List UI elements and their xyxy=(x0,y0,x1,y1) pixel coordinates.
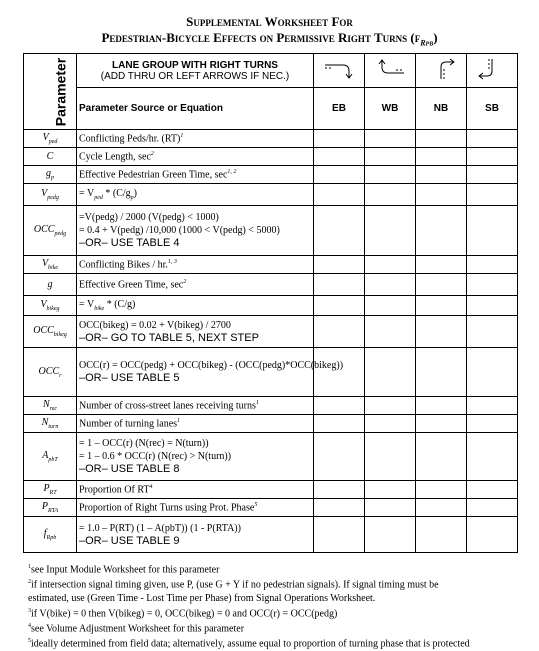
table-row xyxy=(24,296,518,316)
nb-value-input[interactable] xyxy=(416,481,467,499)
table-row xyxy=(24,166,518,184)
eb-value-input[interactable] xyxy=(314,296,365,316)
nb-header: NB xyxy=(416,88,467,130)
eb-value-input[interactable] xyxy=(314,397,365,415)
equation-cell: = $V_{ped} * (C/g_p)$ xyxy=(77,184,314,206)
eb-header: EB xyxy=(314,88,365,130)
table-row xyxy=(24,348,518,397)
param-cell: g xyxy=(24,274,77,296)
equation-cell: = 1 – OCC(r) (N(rec) = N(turn)) = 1 – 0.6 * OCC(r) (N(rec) > N(turn)) –OR– USE TABLE 8 xyxy=(77,433,314,481)
worksheet-title-line1: Supplemental Worksheet For xyxy=(186,14,353,29)
equation-cell: =V(pedg) / 2000 (V(pedg) < 1000) = 0.4 + V(pedg) /10,000 (1000 < V(pedg) < 5000) –OR– USE TABLE 4 xyxy=(77,206,314,256)
wb-value-input[interactable] xyxy=(365,499,416,517)
sb-value-input[interactable] xyxy=(467,130,518,148)
nb-value-input[interactable] xyxy=(416,316,467,348)
wb-value-input[interactable] xyxy=(365,256,416,274)
eb-value-input[interactable] xyxy=(314,148,365,166)
param-cell: $V_{pedg}$ xyxy=(24,184,77,206)
param-cell: $P_{RTA}$ xyxy=(24,499,77,517)
nb-value-input[interactable] xyxy=(416,148,467,166)
eb-value-input[interactable] xyxy=(314,433,365,481)
wb-value-input[interactable] xyxy=(365,481,416,499)
footnotes xyxy=(28,561,533,651)
equation-cell: Cycle Length, $\sec^2$ xyxy=(77,148,314,166)
sb-value-input[interactable] xyxy=(467,481,518,499)
wb-value-input[interactable] xyxy=(365,397,416,415)
equation-cell: Conflicting Bikes / hr.$^{1, 3}$ xyxy=(77,256,314,274)
source-header: Parameter Source or Equation xyxy=(77,88,314,130)
wb-value-input[interactable] xyxy=(365,316,416,348)
sb-value-input[interactable] xyxy=(467,499,518,517)
table-row xyxy=(24,415,518,433)
sb-value-input[interactable] xyxy=(467,256,518,274)
equation-cell: = 1.0 – P(RT) (1 – A(pbT)) (1 - P(RTA)) –OR– USE TABLE 9 xyxy=(77,517,314,553)
eb-value-input[interactable] xyxy=(314,206,365,256)
table-row xyxy=(24,130,518,148)
eb-value-input[interactable] xyxy=(314,415,365,433)
nb-value-input[interactable] xyxy=(416,397,467,415)
sb-value-input[interactable] xyxy=(467,296,518,316)
nb-value-input[interactable] xyxy=(416,256,467,274)
wb-value-input[interactable] xyxy=(365,130,416,148)
sb-value-input[interactable] xyxy=(467,148,518,166)
equation-cell: Number of cross-street lanes receiving turns$^1$ xyxy=(77,397,314,415)
param-cell: $P_{RT}$ xyxy=(24,481,77,499)
nb-value-input[interactable] xyxy=(416,206,467,256)
nb-value-input[interactable] xyxy=(416,517,467,553)
sb-arrow-cell xyxy=(467,54,518,88)
equation-cell: Effective Green Time, $\sec^2$ xyxy=(77,274,314,296)
eb-value-input[interactable] xyxy=(314,166,365,184)
table-row xyxy=(24,184,518,206)
parameter-header xyxy=(24,54,77,130)
nb-value-input[interactable] xyxy=(416,274,467,296)
param-cell: $V_{bike}$ xyxy=(24,256,77,274)
eb-arrow-cell xyxy=(314,54,365,88)
wb-value-input[interactable] xyxy=(365,433,416,481)
eb-value-input[interactable] xyxy=(314,184,365,206)
param-cell: C xyxy=(24,148,77,166)
footnote-1: $^1$see Input Module Worksheet for this parameter xyxy=(28,564,220,576)
table-row xyxy=(24,316,518,348)
worksheet-table xyxy=(23,53,518,553)
footnote-5: $^5$ideally determined from field data; alternatively, assume equal to proportion of turning phase that is protected xyxy=(28,638,470,650)
table-row xyxy=(24,481,518,499)
param-cell: $OCC_{bikeg}$ xyxy=(24,316,77,348)
table-row xyxy=(24,397,518,415)
wb-header: WB xyxy=(365,88,416,130)
wb-value-input[interactable] xyxy=(365,206,416,256)
eb-value-input[interactable] xyxy=(314,130,365,148)
param-cell: $V_{bikeg}$ xyxy=(24,296,77,316)
eb-right-turn-arrow-icon xyxy=(319,57,359,81)
sb-value-input[interactable] xyxy=(467,433,518,481)
equation-cell: Number of turning lanes$^1$ xyxy=(77,415,314,433)
title-end: ) xyxy=(433,30,438,45)
param-cell: $OCC_{pedg}$ xyxy=(24,206,77,256)
nb-value-input[interactable] xyxy=(416,415,467,433)
equation-cell: OCC(r) = OCC(pedg) + OCC(bikeg) - (OCC(pedg)*OCC(bikeg)) –OR– USE TABLE 5 xyxy=(77,348,314,397)
parameter-header-text: Parameter xyxy=(52,57,69,126)
lane-group-header xyxy=(77,54,314,88)
worksheet-title-line2 xyxy=(0,30,539,52)
nb-value-input[interactable] xyxy=(416,184,467,206)
eb-value-input[interactable] xyxy=(314,274,365,296)
wb-right-turn-arrow-icon xyxy=(370,57,410,81)
footnote-3: $^3$if V(bike) = 0 then V(bikeg) = 0, OCC(bikeg) = 0 and OCC(r) = OCC(pedg) xyxy=(28,607,338,619)
lane-group-title: LANE GROUP WITH RIGHT TURNS xyxy=(112,59,278,71)
param-cell: $N_{turn}$ xyxy=(24,415,77,433)
sb-value-input[interactable] xyxy=(467,397,518,415)
lane-group-subtitle: (ADD THRU OR LEFT ARROWS IF NEC.) xyxy=(100,70,290,82)
sb-value-input[interactable] xyxy=(467,316,518,348)
eb-value-input[interactable] xyxy=(314,481,365,499)
param-cell: $N_{rec}$ xyxy=(24,397,77,415)
nb-value-input[interactable] xyxy=(416,499,467,517)
sb-value-input[interactable] xyxy=(467,517,518,553)
sb-value-input[interactable] xyxy=(467,415,518,433)
wb-value-input[interactable] xyxy=(365,166,416,184)
wb-value-input[interactable] xyxy=(365,148,416,166)
equation-cell: Proportion Of $RT^4$ xyxy=(77,481,314,499)
sb-value-input[interactable] xyxy=(467,206,518,256)
table-row xyxy=(24,499,518,517)
sb-header: SB xyxy=(467,88,518,130)
equation-cell: Proportion of Right Turns using Prot. Phase$^5$ xyxy=(77,499,314,517)
equation-cell: = $V_{bike} * (C/g)$ xyxy=(77,296,314,316)
nb-value-input[interactable] xyxy=(416,348,467,397)
wb-value-input[interactable] xyxy=(365,296,416,316)
wb-value-input[interactable] xyxy=(365,348,416,397)
param-cell: $OCC_r$ xyxy=(24,348,77,397)
eb-value-input[interactable] xyxy=(314,499,365,517)
eb-value-input[interactable] xyxy=(314,256,365,274)
param-cell: $f_{Rpb}$ xyxy=(24,517,77,553)
nb-arrow-cell xyxy=(416,54,467,88)
nb-value-input[interactable] xyxy=(416,433,467,481)
sb-value-input[interactable] xyxy=(467,184,518,206)
wb-value-input[interactable] xyxy=(365,517,416,553)
sb-value-input[interactable] xyxy=(467,274,518,296)
table-row xyxy=(24,256,518,274)
equation-cell: Conflicting Peds/hr. (RT)$^1$ xyxy=(77,130,314,148)
footnote-2-cont: estimated, use (Green Time - Lost Time per Phase) from Signal Operations Worksheet. xyxy=(28,592,376,604)
sb-value-input[interactable] xyxy=(467,348,518,397)
footnote-4: $^4$see Volume Adjustment Worksheet for this parameter xyxy=(28,622,245,635)
param-cell: $g_p$ xyxy=(24,166,77,184)
param-cell: $A_{pbT}$ xyxy=(24,433,77,481)
nb-value-input[interactable] xyxy=(416,166,467,184)
sb-right-turn-arrow-icon xyxy=(472,57,512,81)
table-row xyxy=(24,148,518,166)
wb-value-input[interactable] xyxy=(365,184,416,206)
sb-value-input[interactable] xyxy=(467,166,518,184)
eb-value-input[interactable] xyxy=(314,316,365,348)
param-cell: $V_{ped}$ xyxy=(24,130,77,148)
footnote-2: $^2$if intersection signal timing given, use P, (use G + Y if no pedestrian signals). If signal timing must be xyxy=(28,579,439,591)
eb-value-input[interactable] xyxy=(314,517,365,553)
nb-value-input[interactable] xyxy=(416,296,467,316)
equation-cell: OCC(bikeg) = 0.02 + V(bikeg) / 2700 –OR– GO TO TABLE 5, NEXT STEP xyxy=(77,316,314,348)
equation-cell: Effective Pedestrian Green Time, $\sec^{1, 2}$ xyxy=(77,166,314,184)
title-subscript: Rpb xyxy=(420,38,434,48)
wb-value-input[interactable] xyxy=(365,415,416,433)
eb-value-input[interactable] xyxy=(314,348,365,397)
nb-right-turn-arrow-icon xyxy=(421,57,461,81)
table-row xyxy=(24,433,518,481)
wb-arrow-cell xyxy=(365,54,416,88)
table-row xyxy=(24,274,518,296)
wb-value-input[interactable] xyxy=(365,274,416,296)
table-row xyxy=(24,517,518,553)
nb-value-input[interactable] xyxy=(416,130,467,148)
table-row xyxy=(24,206,518,256)
title-text: Pedestrian-Bicycle Effects on Permissive Right Turns (f xyxy=(101,30,421,45)
